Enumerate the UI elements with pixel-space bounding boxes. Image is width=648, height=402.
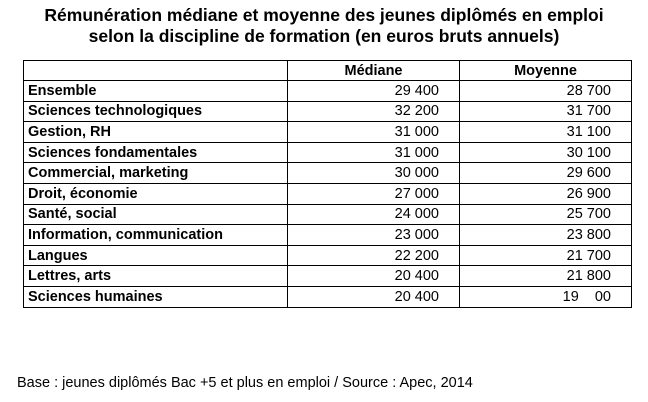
table-row [24,163,632,184]
cell-moyenne: 29 600 [460,163,632,184]
header-moyenne: Moyenne [460,61,632,81]
cell-moyenne: 19 00 [460,286,632,307]
table-title-line-2: selon la discipline de formation (en euros bruts annuels) [88,26,560,46]
table-body [24,81,632,308]
row-label: Sciences technologiques [24,101,288,122]
salary-table [23,60,632,308]
row-label: Commercial, marketing [24,163,288,184]
cell-mediane: 30 000 [288,163,460,184]
row-label: Gestion, RH [24,122,288,143]
cell-mediane: 32 200 [288,101,460,122]
cell-mediane: 31 000 [288,142,460,163]
cell-moyenne: 21 700 [460,245,632,266]
cell-mediane: 24 000 [288,204,460,225]
cell-moyenne: 26 900 [460,183,632,204]
table-row [24,286,632,307]
table-row [24,225,632,246]
row-label: Lettres, arts [24,266,288,287]
cell-mediane: 31 000 [288,122,460,143]
cell-moyenne: 31 100 [460,122,632,143]
cell-mediane: 20 400 [288,266,460,287]
table-row [24,266,632,287]
row-label: Sciences humaines [24,286,288,307]
cell-moyenne: 30 100 [460,142,632,163]
header-mediane: Médiane [288,61,460,81]
table-row [24,204,632,225]
cell-moyenne: 21 800 [460,266,632,287]
table-row [24,81,632,102]
cell-mediane: 29 400 [288,81,460,102]
cell-mediane: 20 400 [288,286,460,307]
table-title [0,5,648,47]
row-label: Santé, social [24,204,288,225]
cell-moyenne: 28 700 [460,81,632,102]
table-title-line-1: Rémunération médiane et moyenne des jeunes diplômés en emploi [44,5,604,25]
row-label: Droit, économie [24,183,288,204]
header-discipline [24,61,288,81]
row-label: Sciences fondamentales [24,142,288,163]
row-label: Information, communication [24,225,288,246]
footnote: Base : jeunes diplômés Bac +5 et plus en emploi / Source : Apec, 2014 [17,375,473,391]
cell-mediane: 23 000 [288,225,460,246]
cell-mediane: 22 200 [288,245,460,266]
cell-moyenne: 23 800 [460,225,632,246]
table-row [24,245,632,266]
table-row [24,122,632,143]
row-label: Langues [24,245,288,266]
table-row [24,101,632,122]
cell-moyenne: 31 700 [460,101,632,122]
cell-mediane: 27 000 [288,183,460,204]
row-label: Ensemble [24,81,288,102]
table-row [24,142,632,163]
cell-moyenne: 25 700 [460,204,632,225]
table-row [24,183,632,204]
table-header-row [24,61,632,81]
